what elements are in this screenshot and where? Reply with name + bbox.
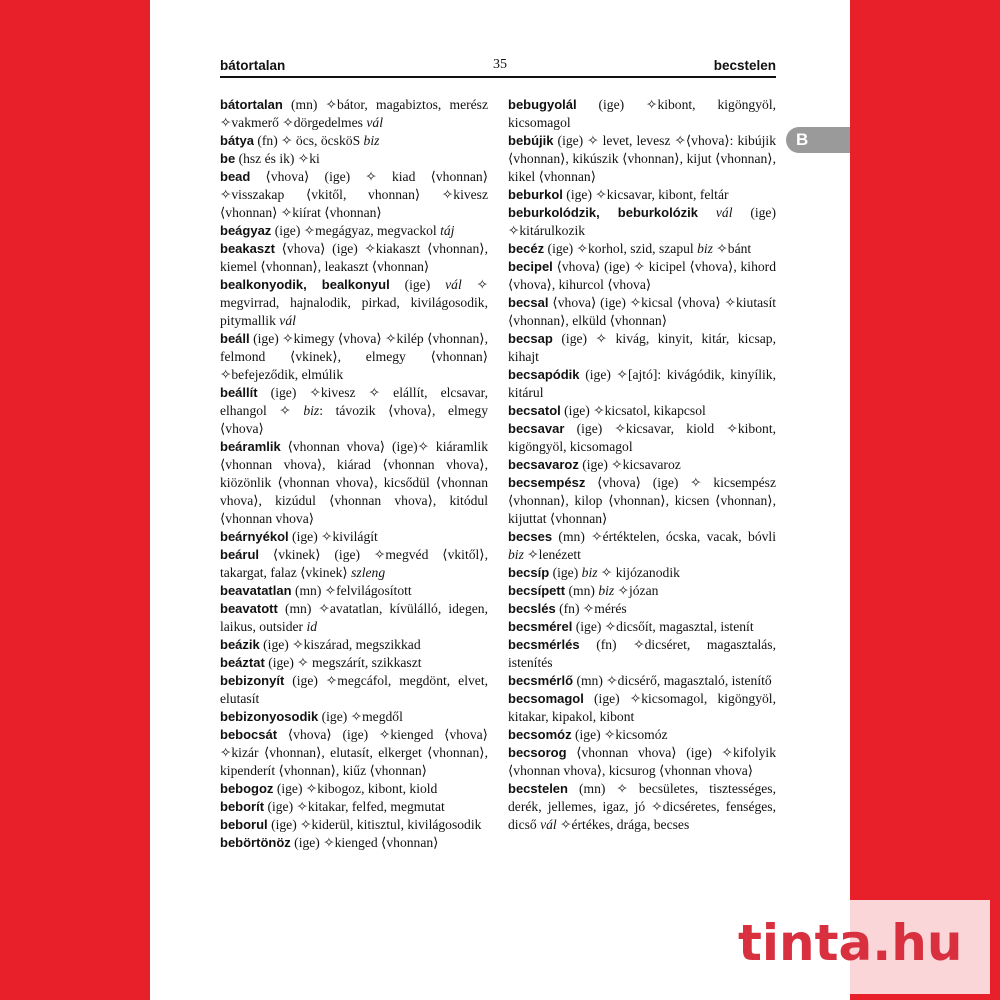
dictionary-entry [220,672,488,708]
entry-text: (mn) [565,583,599,598]
entry-text: (ige) ✧kibont, kigöngyöl, kicsomagol [508,97,776,130]
entry-text: ⟨vhova⟩ (ige) ✧ kiad ⟨vhonnan⟩ ✧visszakap ⟨vkitől, vhonnan⟩ ✧kivesz ⟨vhonnan⟩ ✧kiírat ⟨vhonnan⟩ [220,169,488,220]
entry-text: (ige) ✧kitárulkozik [508,205,776,238]
dictionary-entry [508,402,776,420]
dictionary-entry [508,564,776,582]
headword: bebizonyít [220,673,285,688]
left-column [220,96,488,852]
entry-text [698,205,716,220]
headword: becsorog [508,745,567,760]
entry-label: biz [598,583,615,598]
entry-text: ✧ kijózanodik [597,565,680,580]
entry-label: vál [715,205,733,220]
dictionary-entry [508,258,776,294]
dictionary-entry [220,726,488,780]
dictionary-entry [508,582,776,600]
headword: bátortalan [220,97,283,112]
headword: beáztat [220,655,265,670]
headword: beborul [220,817,268,832]
headword: becsal [508,295,549,310]
letter-tab-label: B [796,130,809,149]
dictionary-entry [508,744,776,780]
entry-text: (ige) ✧kicsavar, kiold ✧kibont, kigöngyöl, kicsomagol [508,421,776,454]
dictionary-entry [508,186,776,204]
entry-text: ⟨vhova⟩ (ige) ✧ kicipel ⟨vhova⟩, kihord ⟨vhova⟩, kihurcol ⟨vhova⟩ [508,259,776,292]
dictionary-entry [508,672,776,690]
dictionary-entry [220,834,488,852]
entry-label: vál [279,313,296,328]
headword: beáll [220,331,250,346]
dictionary-entry [508,420,776,456]
headword: becsomagol [508,691,584,706]
entry-text: (ige) ✧kimegy ⟨vhova⟩ ✧kilép ⟨vhonnan⟩, felmond ⟨vkinek⟩, elmegy ⟨vhonnan⟩ ✧befejeződik, elmúlik [220,331,488,382]
entry-text: (fn) ✧dicséret, magasztalás, istenítés [508,637,776,670]
entry-text: (ige) ✧ kivág, kinyit, kitár, kicsap, kihajt [508,331,776,364]
dictionary-entry [508,366,776,402]
letter-tab [786,127,850,153]
dictionary-entry [508,240,776,258]
entry-text: ⟨vhova⟩ (ige) ✧kiakaszt ⟨vhonnan⟩, kiemel ⟨vhonnan⟩, leakaszt ⟨vhonnan⟩ [220,241,488,274]
entry-label: biz [363,133,380,148]
page-number: 35 [493,57,507,72]
entry-label: biz [581,565,598,580]
entry-label: vál [540,817,557,832]
entry-text: (ige) ✧kitakar, felfed, megmutat [264,799,445,814]
entry-text: (ige) ✧kicsavar, kibont, feltár [562,187,729,202]
entry-text: (ige) ✧kivesz ✧ elállít, elcsavar, elhangol ✧ [220,385,488,418]
headword: becsatol [508,403,561,418]
entry-text: ✧ megvirrad, hajnalodik, pirkad, kivilágosodik, pitymallik [220,277,488,328]
entry-text: (ige) ✧kicsomóz [571,727,668,742]
dictionary-entry [220,222,488,240]
dictionary-entry [220,528,488,546]
dictionary-entry [220,384,488,438]
headword: beburkol [508,187,563,202]
entry-text: (ige) ✧megágyaz, megvackol [271,223,441,238]
headword: bebogoz [220,781,274,796]
entry-text: (ige) ✧dicsőít, magasztal, istenít [572,619,754,634]
headword: becstelen [508,781,568,796]
entry-text: (ige) ✧[ajtó]: kivágódik, kinyílik, kitárul [508,367,776,400]
dictionary-entry [508,294,776,330]
entry-text: ✧bánt [712,241,752,256]
entry-text: (ige) ✧megdől [318,709,403,724]
entry-text: (mn) ✧dicsérő, magasztaló, istenítő [573,673,772,688]
entry-label: biz [508,547,524,562]
entry-text: (ige) ✧kiderül, kitisztul, kivilágosodik [267,817,482,832]
dictionary-entry [220,654,488,672]
dictionary-entry [220,798,488,816]
entry-text: (ige) [389,277,446,292]
entry-text: ⟨vhova⟩ (ige) ✧kienged ⟨vhova⟩ ✧kizár ⟨vhonnan⟩, elutasít, elkerget ⟨vhonnan⟩, kipenderít ⟨vhonnan⟩, kiűz ⟨vhonnan⟩ [220,727,488,778]
entry-text: ⟨vhonnan vhova⟩ (ige) ✧kifolyik ⟨vhonnan vhova⟩, kicsurog ⟨vhonnan vhova⟩ [508,745,776,778]
entry-text: (ige) ✧megcáfol, megdönt, elvet, elutasít [220,673,488,706]
entry-label: táj [440,223,455,238]
headword: beágyaz [220,223,272,238]
entry-label: biz [697,241,713,256]
headword: beakaszt [220,241,275,256]
right-column [508,96,776,834]
headword: beázik [220,637,260,652]
dictionary-entry [508,132,776,186]
dictionary-entry [508,330,776,366]
headword: bátya [220,133,254,148]
entry-text: ✧értékes, drága, becses [556,817,690,832]
entry-text: ⟨vhova⟩ (ige) ✧kicsal ⟨vhova⟩ ✧kiutasít ⟨vhonnan⟩, elküld ⟨vhonnan⟩ [508,295,776,328]
dictionary-entry [220,132,488,150]
headword: becslés [508,601,556,616]
dictionary-entry [508,636,776,672]
dictionary-entry [220,546,488,582]
headword: be [220,151,236,166]
dictionary-entry [508,96,776,132]
dictionary-entry [220,582,488,600]
entry-text: (mn) ✧ becsületes, tisztességes, derék, jellemes, igaz, jó ✧dicséretes, fenséges, dicső [508,781,776,832]
headword: beárnyékol [220,529,289,544]
headword: becsempész [508,475,586,490]
headword: becéz [508,241,545,256]
headword: becses [508,529,553,544]
headword: bebizonyosodik [220,709,319,724]
dictionary-entry [220,600,488,636]
entry-text: (ige) ✧kicsavaroz [578,457,681,472]
dictionary-entry [508,204,776,240]
headword: becsíp [508,565,550,580]
dictionary-entry [220,438,488,528]
header-rule [220,76,776,78]
headword: beavatatlan [220,583,292,598]
running-head-right: becstelen [713,58,776,73]
entry-text: ⟨vkinek⟩ (ige) ✧megvéd ⟨vkitől⟩, takargat, falaz ⟨vkinek⟩ [220,547,488,580]
entry-label: id [306,619,318,634]
entry-text: (hsz és ik) ✧ki [235,151,320,166]
headword: becsmérel [508,619,573,634]
entry-text: ⟨vhova⟩ (ige) ✧ kicsempész ⟨vhonnan⟩, kilop ⟨vhonnan⟩, kicsen ⟨vhonnan⟩, kijuttat ⟨vhonnan⟩ [508,475,776,526]
dictionary-entry [508,456,776,474]
entry-label: biz [303,403,320,418]
publisher-logo: tinta.hu [738,914,963,972]
headword: beáramlik [220,439,281,454]
headword: becsípett [508,583,566,598]
headword: beavatott [220,601,278,616]
headword: beárul [220,547,260,562]
headword: bebújik [508,133,554,148]
dictionary-entry [220,330,488,384]
dictionary-entry [508,780,776,834]
headword: becsapódik [508,367,580,382]
dictionary-entry [508,474,776,528]
dictionary-entry [220,150,488,168]
headword: becsavaroz [508,457,579,472]
entry-text: (ige) ✧kicsatol, kikapcsol [560,403,706,418]
entry-text: (ige) ✧kivilágít [288,529,378,544]
entry-text: (ige) ✧kicsomagol, kigöngyöl, kitakar, kipakol, kibont [508,691,776,724]
headword: bealkonyodik, bealkonyul [220,277,390,292]
dictionary-entry [220,780,488,798]
entry-text: (mn) ✧felvilágosított [291,583,412,598]
headword: bebocsát [220,727,278,742]
dictionary-entry [508,528,776,564]
dictionary-entry [220,708,488,726]
dictionary-entry [508,618,776,636]
entry-text: (ige) ✧ levet, levesz ✧⟨vhova⟩: kibújik ⟨vhonnan⟩, kikúszik ⟨vhonnan⟩, kijut ⟨vhonnan⟩, kikel ⟨vhonnan⟩ [508,133,776,184]
headword: beborít [220,799,265,814]
headword: becsmérlő [508,673,574,688]
entry-text: (ige) ✧korhol, szid, szapul [544,241,698,256]
dictionary-entry [220,240,488,276]
headword: beburkolódzik, beburkolózik [508,205,698,220]
entry-text: (ige) ✧ megszárít, szikkaszt [264,655,422,670]
entry-text: (mn) ✧avatatlan, kívülálló, idegen, laikus, outsider [220,601,488,634]
dictionary-entry [220,276,488,330]
entry-text: ⟨vhonnan vhova⟩ (ige)✧ kiáramlik ⟨vhonnan vhova⟩, kiárad ⟨vhonnan vhova⟩, kiözönlik ⟨vhonnan vhova⟩, kicsődül ⟨vhonnan vhova⟩, kizúdul ⟨vhonnan vhova⟩, kitódul ⟨vhonnan vhova⟩ [220,439,488,526]
entry-text: (ige) ✧kibogoz, kibont, kiold [273,781,438,796]
headword: bebugyolál [508,97,577,112]
entry-text: ✧józan [614,583,659,598]
headword: becsomóz [508,727,572,742]
dictionary-entry [220,816,488,834]
running-head-left: bátortalan [220,58,286,73]
entry-text: (mn) ✧értéktelen, ócska, vacak, bóvli [552,529,776,544]
entry-text: (ige) [549,565,582,580]
dictionary-entry [508,726,776,744]
entry-text: (ige) ✧kienged ⟨vhonnan⟩ [290,835,439,850]
entry-label: vál [445,277,462,292]
headword: becsavar [508,421,565,436]
headword: bebörtönöz [220,835,291,850]
headword: bead [220,169,251,184]
entry-text: (fn) ✧ öcs, öcsköS [253,133,364,148]
dictionary-entry [508,690,776,726]
entry-text: : távozik ⟨vhova⟩, elmegy ⟨vhova⟩ [220,403,488,436]
dictionary-entry [508,600,776,618]
dictionary-entry [220,636,488,654]
headword: beállít [220,385,258,400]
entry-text: (ige) ✧kiszárad, megszikkad [259,637,421,652]
dictionary-entry [220,96,488,132]
entry-label: vál [366,115,383,130]
entry-text: ✧lenézett [523,547,581,562]
entry-text: (fn) ✧mérés [555,601,627,616]
headword: becipel [508,259,553,274]
headword: becsmérlés [508,637,580,652]
entry-text: (mn) ✧bátor, magabiztos, merész ✧vakmerő ✧dörgedelmes [220,97,488,130]
dictionary-entry [220,168,488,222]
headword: becsap [508,331,553,346]
entry-label: szleng [351,565,386,580]
